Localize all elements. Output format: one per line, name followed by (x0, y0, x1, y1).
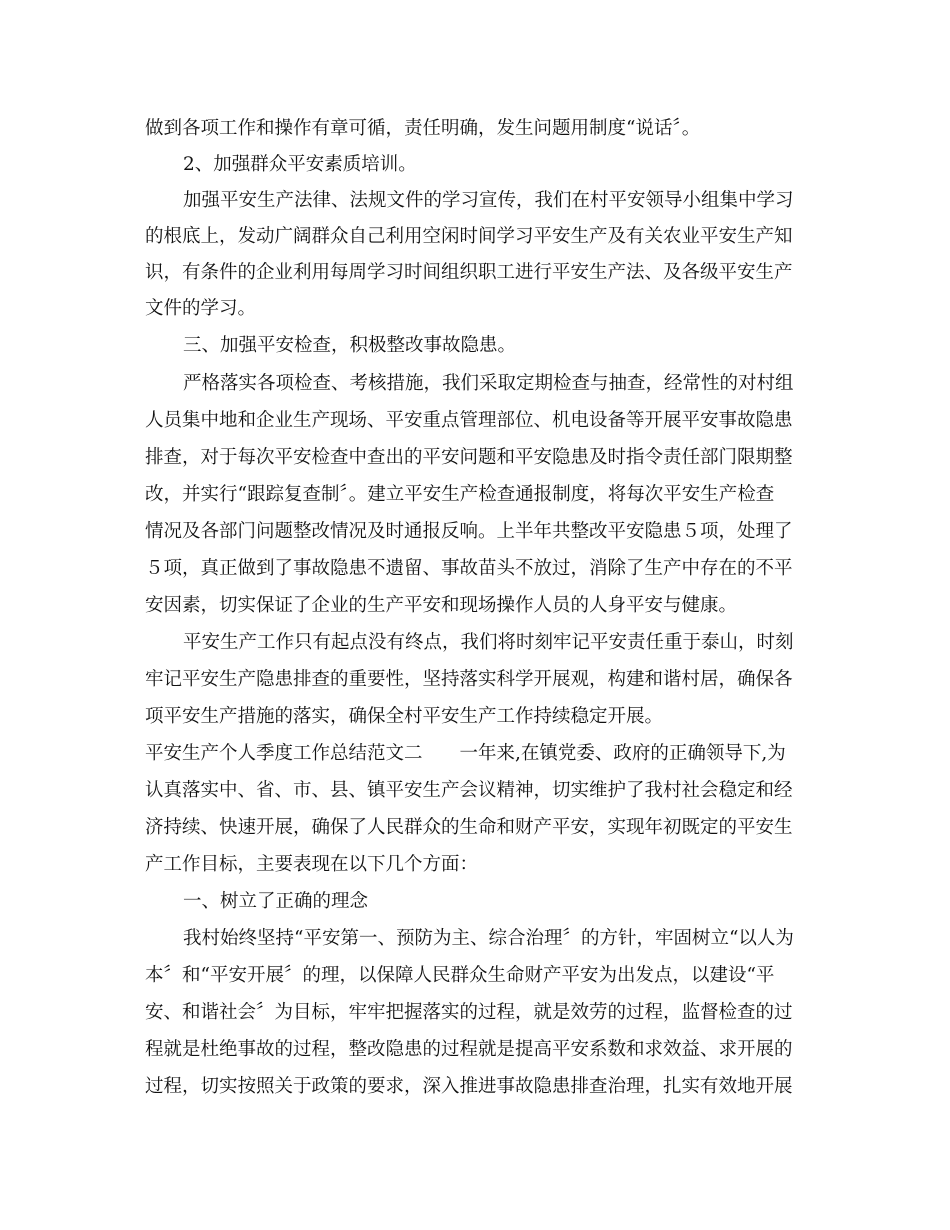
text-line: 做到各项工作和操作有章可循，责任明确，发生问题用制度“说话〞。 (145, 118, 701, 139)
text-line: 本〞和“平安开展〞的理，以保障人民群众生命财产平安为出发点，以建设“平 (145, 965, 775, 986)
text-line: 牢记平安生产隐患排查的重要性，坚持落实科学开展观，构建和谐村居，确保各 (145, 669, 793, 690)
text-line: 加强平安生产法律、法规文件的学习宣传，我们在村平安领导小组集中学习 (183, 190, 794, 211)
text-line: 项平安生产措施的落实，确保全村平安生产工作持续稳定开展。 (145, 706, 664, 727)
text-line: 济持续、快速开展，确保了人民群众的生命和财产平安，实现年初既定的平安生 (145, 817, 793, 838)
text-line: 人员集中地和企业生产现场、平安重点管理部位、机电设备等开展平安事故隐患 (145, 410, 793, 431)
text-line: 认真落实中、省、市、县、镇平安生产会议精神，切实维护了我村社会稳定和经 (145, 780, 793, 801)
section-heading: 2、加强群众平安素质培训。 (183, 154, 417, 175)
section-heading: 一、树立了正确的理念 (183, 891, 369, 912)
text-line: 安、和谐社会〞为目标，牢牢把握落实的过程，就是效劳的过程，监督检查的过 (145, 1002, 793, 1023)
text-line: 程就是杜绝事故的过程，整改隐患的过程就是提高平安系数和求效益、求开展的 (145, 1039, 793, 1060)
text-line: 情况及各部门问题整改情况及时通报反响。上半年共整改平安隐患５项，处理了 (145, 521, 793, 542)
text-line: 过程，切实按照关于政策的要求，深入推进事故隐患排查治理，扎实有效地开展 (145, 1076, 793, 1097)
text-line: ５项，真正做到了事故隐患不遗留、事故苗头不放过，消除了生产中存在的不平 (145, 558, 793, 579)
article-title-line: 平安生产个人季度工作总结范文二 一年来,在镇党委、政府的正确领导下,为 (145, 743, 786, 764)
text-line: 改，并实行“跟踪复查制〞。建立平安生产检查通报制度，将每次平安生产检查 (145, 484, 775, 505)
text-line: 识，有条件的企业利用每周学习时间组织职工进行平安生产法、及各级平安生产 (145, 262, 793, 283)
text-line: 我村始终坚持“平安第一、预防为主、综合治理〞的方针，牢固树立“以人为 (183, 928, 794, 949)
text-line: 文件的学习。 (145, 298, 257, 319)
text-line: 产工作目标，主要表现在以下几个方面： (145, 854, 479, 875)
text-line: 安因素，切实保证了企业的生产平安和现场操作人员的人身平安与健康。 (145, 595, 738, 616)
text-line: 排查，对于每次平安检查中查出的平安问题和平安隐患及时指令责任部门限期整 (145, 447, 793, 468)
text-line: 平安生产工作只有起点没有终点，我们将时刻牢记平安责任重于泰山，时刻 (183, 632, 794, 653)
section-heading: 三、加强平安检查，积极整改事故隐患。 (183, 335, 517, 356)
text-line: 的根底上，发动广阔群众自己利用空闲时间学习平安生产及有关农业平安生产知 (145, 226, 793, 247)
text-line: 严格落实各项检查、考核措施，我们采取定期检查与抽查，经常性的对村组 (183, 373, 794, 394)
